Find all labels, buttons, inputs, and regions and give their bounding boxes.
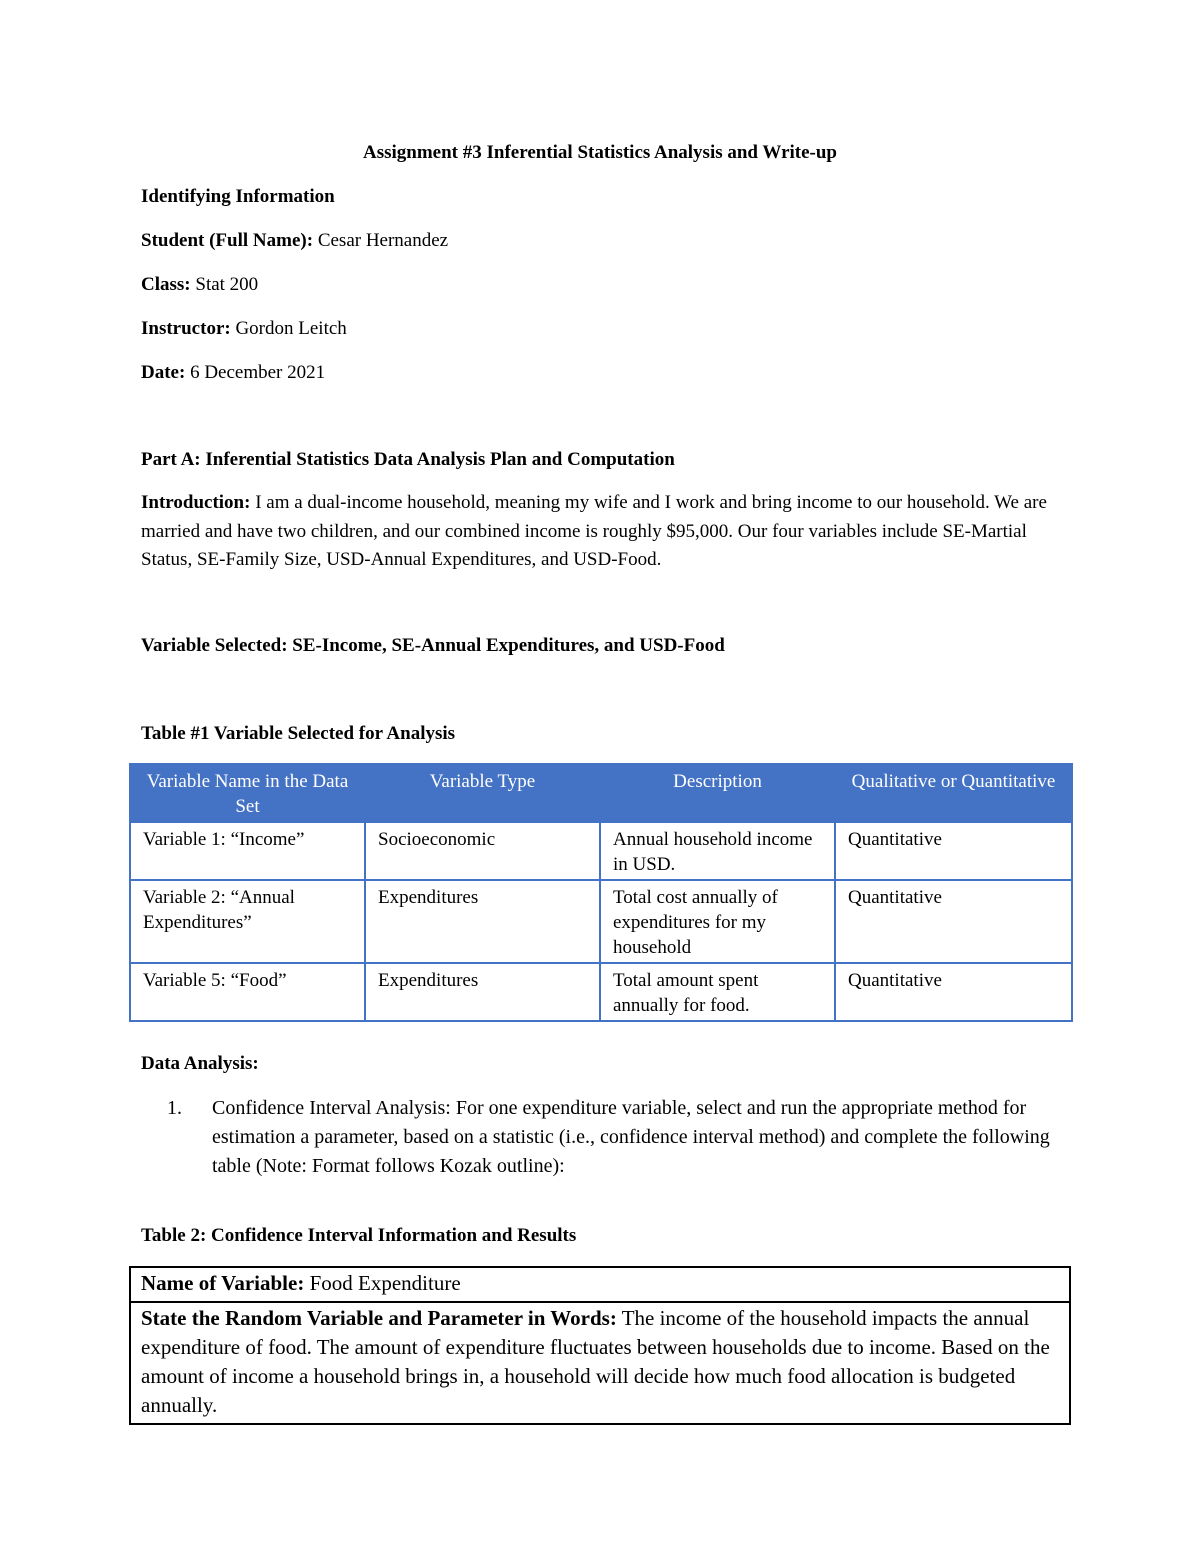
list-number: 1. xyxy=(167,1097,182,1119)
field-value: Gordon Leitch xyxy=(235,318,347,339)
row-label: State the Random Variable and Parameter in Words: xyxy=(141,1306,617,1330)
field-instructor xyxy=(141,315,347,343)
table-cell xyxy=(130,1302,1070,1424)
table-cell: Socioeconomic xyxy=(365,822,600,880)
introduction-text: I am a dual-income household, meaning my wife and I work and bring income to our household. We are married and have two children, and our combined income is roughly $95,000. Our four variables include SE-Martial Status, SE-Family Size, USD-Annual Expenditures, and USD-Food. xyxy=(141,492,1047,571)
field-value: Stat 200 xyxy=(195,274,259,295)
table-row xyxy=(130,1267,1070,1302)
part-a-heading: Part A: Inferential Statistics Data Analysis Plan and Computation xyxy=(141,449,675,470)
table-cell: Total cost annually of expenditures for my household xyxy=(600,880,835,963)
column-header: Qualitative or Quantitative xyxy=(835,764,1072,822)
field-class xyxy=(141,271,258,299)
table-cell: Quantitative xyxy=(835,880,1072,963)
column-header: Variable Name in the Data Set xyxy=(130,764,365,822)
field-value: Cesar Hernandez xyxy=(317,230,449,251)
row-text: The income of the household impacts the annual expenditure of food. The amount of expenditure fluctuates between households due to income. Based on the amount of income a household brings in, a household will decide how much food allocation is budgeted annually. xyxy=(141,1306,1050,1417)
table-row xyxy=(130,963,1072,1021)
column-header: Variable Type xyxy=(365,764,600,822)
table1-caption: Table #1 Variable Selected for Analysis xyxy=(141,723,456,744)
table-row xyxy=(130,1302,1070,1424)
field-value: 6 December 2021 xyxy=(190,362,326,383)
identifying-heading: Identifying Information xyxy=(141,186,335,207)
table-cell: Variable 5: “Food” xyxy=(130,963,365,1021)
list-item: Confidence Interval Analysis: For one expenditure variable, select and run the appropriate method for estimation a parameter, based on a statistic (i.e., confidence interval method) and complete the following table (Note: Format follows Kozak outline): xyxy=(212,1097,1050,1177)
field-date xyxy=(141,359,325,387)
row-label: Name of Variable: xyxy=(141,1271,305,1295)
table-row xyxy=(130,880,1072,963)
row-text: Food Expenditure xyxy=(309,1271,461,1295)
data-analysis-heading: Data Analysis: xyxy=(141,1053,259,1074)
document-title: Assignment #3 Inferential Statistics Analysis and Write-up xyxy=(363,142,837,163)
table-cell: Annual household income in USD. xyxy=(600,822,835,880)
variables-table xyxy=(129,763,1073,1022)
table-cell xyxy=(130,1267,1070,1302)
introduction-paragraph xyxy=(141,489,1081,575)
field-label: Instructor: xyxy=(141,318,231,339)
table-cell: Expenditures xyxy=(365,880,600,963)
table-cell: Quantitative xyxy=(835,963,1072,1021)
field-label: Date: xyxy=(141,362,186,383)
field-label: Student (Full Name): xyxy=(141,230,314,251)
table-cell: Quantitative xyxy=(835,822,1072,880)
table2-caption: Table 2: Confidence Interval Information and Results xyxy=(141,1225,577,1246)
field-label: Class: xyxy=(141,274,191,295)
table-header-row xyxy=(130,764,1072,822)
column-header: Description xyxy=(600,764,835,822)
table-cell: Variable 2: “Annual Expenditures” xyxy=(130,880,365,963)
table-cell: Total amount spent annually for food. xyxy=(600,963,835,1021)
variable-selected: Variable Selected: SE-Income, SE-Annual Expenditures, and USD-Food xyxy=(141,635,725,656)
field-student xyxy=(141,227,448,255)
table-row xyxy=(130,822,1072,880)
confidence-interval-table xyxy=(129,1266,1071,1425)
introduction-label: Introduction: xyxy=(141,492,251,513)
table-cell: Variable 1: “Income” xyxy=(130,822,365,880)
table-cell: Expenditures xyxy=(365,963,600,1021)
